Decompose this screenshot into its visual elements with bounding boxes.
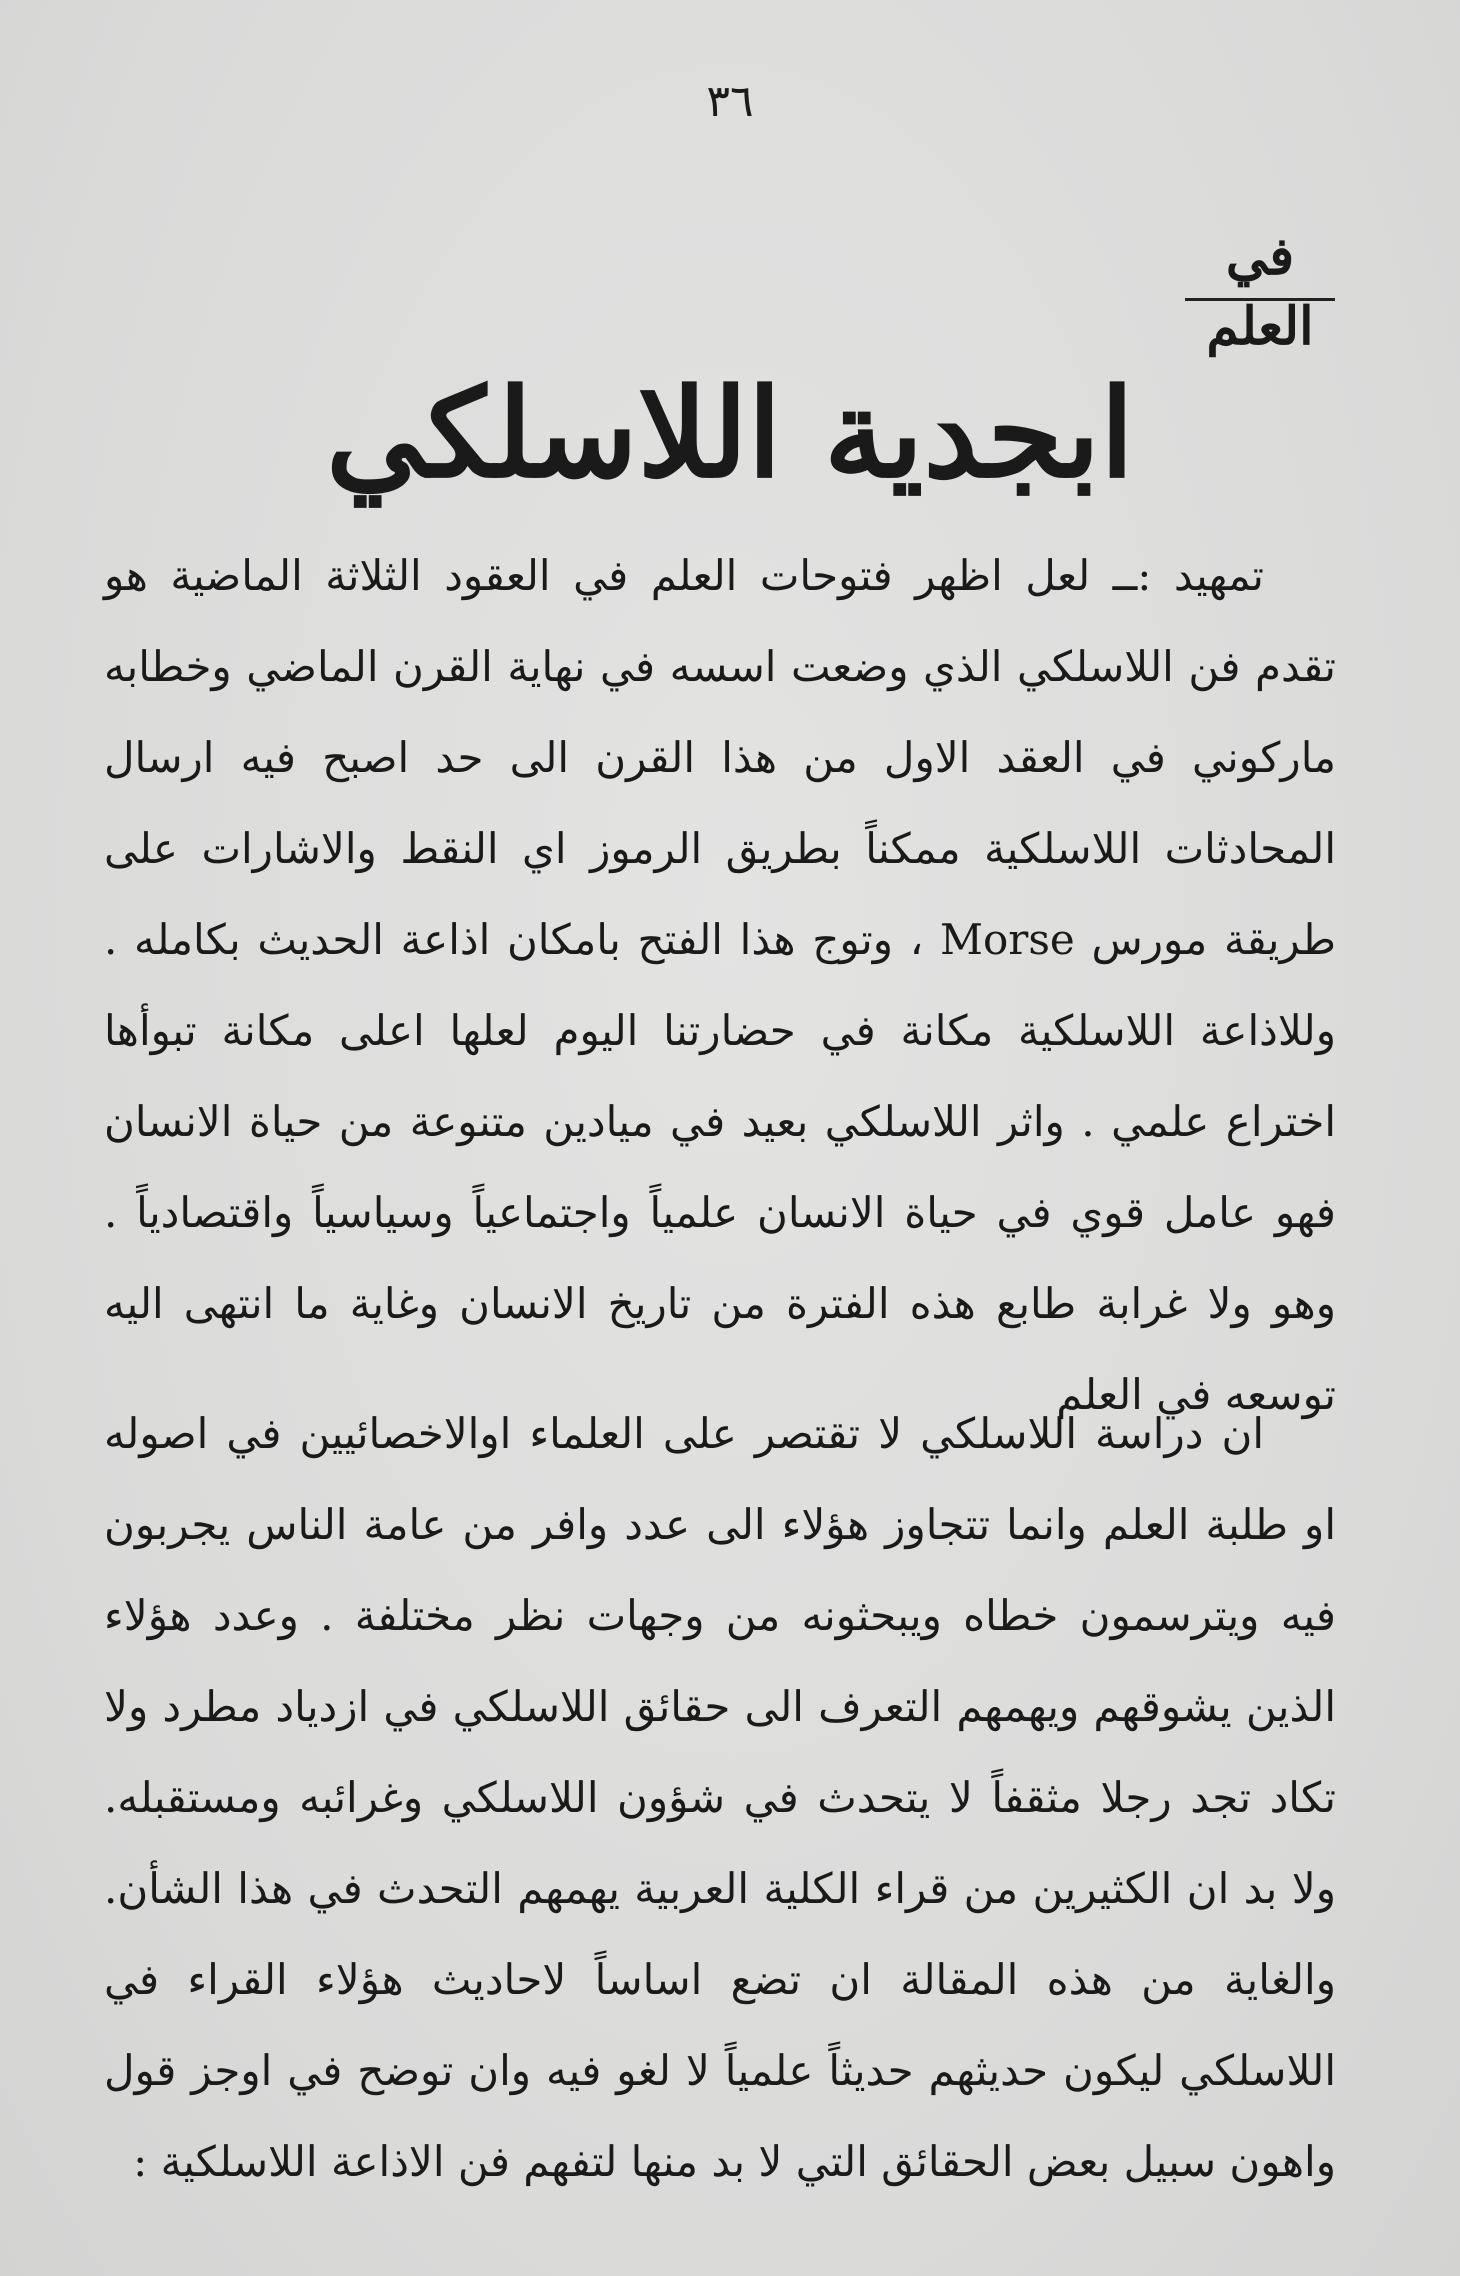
body-paragraph-introduction: تمهيد :ــ لعل اظهر فتوحات العلم في العقود الثلاثة الماضية هو تقدم فن اللاسلكي الذي وضعت اسسه في نهاية القرن الماضي وخطابه ماركوني في العقد الاول من هذا القرن الى حد اصبح فيه ارسال المحادثات اللاسلكية ممكناً بطريق الرموز اي النقط والاشارات على طريقة مورس Morse ، وتوج هذا الفتح بامكان اذاعة الحديث بكامله . وللاذاعة اللاسلكية مكانة في حضارتنا اليوم لعلها اعلى مكانة تبوأها اختراع علمي . واثر اللاسلكي بعيد في ميادين متنوعة من حياة الانسان فهو عامل قوي في حياة الانسان علمياً واجتماعياً وسياسياً واقتصادياً . وهو ولا غرابة طابع هذه الفترة من تاريخ الانسان وغاية ما انتهى اليه توسعه في العلم — [104, 551, 1336, 1419]
section-label: في العلم — [1206, 226, 1314, 357]
body-paragraph-purpose: ان دراسة اللاسلكي لا تقتصر على العلماء اوالاخصائيين في اصوله او طلبة العلم وانما تتجاوز هؤلاء الى عدد وافر من عامة الناس يجربون فيه ويترسمون خطاه ويبحثونه من وجهات نظر مختلفة . وعدد هؤلاء الذين يشوقهم ويهمهم التعرف الى حقائق اللاسلكي في ازدياد مطرد ولا تكاد تجد رجلا مثقفاً لا يتحدث في شؤون اللاسلكي وغرائبه ومستقبله. ولا بد ان الكثيرين من قراء الكلية العربية يهمهم التحدث في هذا الشأن. والغاية من هذه المقالة ان تضع اساساً لاحاديث هؤلاء القراء في اللاسلكي ليكون حديثهم حديثاً علمياً لا لغو فيه وان توضح في اوجز قول واهون سبيل بعض الحقائق التي لا بد منها لتفهم فن الاذاعة اللاسلكية : — [104, 1409, 1336, 2186]
page-number: ٣٦ — [706, 76, 754, 127]
article-title: ابجدية اللاسلكي — [325, 361, 1134, 505]
section-underline — [1185, 298, 1335, 301]
